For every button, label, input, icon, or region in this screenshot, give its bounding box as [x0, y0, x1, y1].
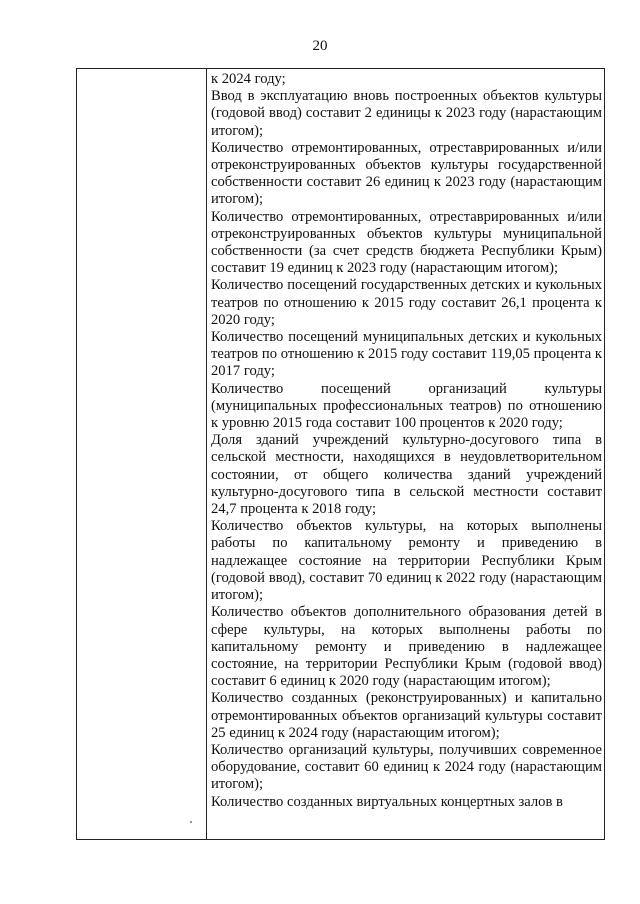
- indicator-text-8: Доля зданий учреждений культурно-досугового типа в сельской местности, находящихся в неудовлетворительном состоянии, от общего количества зданий учреждений культурно-досугового типа в сельской местности составит 24,7 процента к 2018 году;: [211, 432, 602, 518]
- indicator-text-4: Количество отремонтированных, отреставрированных и/или отреконструированных объектов культуры муниципальной собственности (за счет средств бюджета Республики Крым) составит 19 единиц к 2023 году (нарастающим итогом);: [211, 208, 602, 277]
- page-number: 20: [312, 38, 328, 54]
- indicator-text-13: Количество созданных виртуальных концертных залов в: [211, 793, 563, 810]
- scan-artifact-dot: [190, 821, 192, 823]
- indicator-text-7: Количество посещений организаций культуры (муниципальных профессиональных театров) по отношению к уровню 2015 года составит 100 процентов к 2020 году;: [211, 380, 602, 432]
- indicator-text-9: Количество объектов культуры, на которых выполнены работы по капитальному ремонту и приведению в надлежащее состояние на территории Республики Крым (годовой ввод), составит 70 единиц к 2022 году (нарастающим итогом);: [211, 518, 602, 604]
- table-right-column: [207, 69, 604, 839]
- indicator-text-3: Количество отремонтированных, отреставрированных и/или отреконструированных объектов культуры государственной собственности составит 26 единиц к 2023 году (нарастающим итогом);: [211, 139, 602, 208]
- indicator-text-1: к 2024 году;: [211, 71, 286, 87]
- indicator-text-6: Количество посещений муниципальных детских и кукольных театров по отношению к 2015 году составит 119,05 процента к 2017 году;: [211, 329, 602, 380]
- indicator-text-10: Количество объектов дополнительного образования детей в сфере культуры, на которых выполнены работы по капитальному ремонту и приведению в надлежащее состояние, на территории Республики Крым (годовой ввод) составит 6 единиц к 2020 году (нарастающим итогом);: [211, 604, 602, 690]
- indicator-text-2: Ввод в эксплуатацию вновь построенных объектов культуры (годовой ввод) составит 2 единицы к 2023 году (нарастающим итогом);: [211, 88, 602, 139]
- indicator-text-12: Количество организаций культуры, получивших современное оборудование, составит 60 единиц к 2024 году (нарастающим итогом);: [211, 741, 602, 793]
- indicator-text-5: Количество посещений государственных детских и кукольных театров по отношению к 2015 году составит 26,1 процента к 2020 году;: [211, 277, 602, 328]
- indicator-table: [76, 68, 605, 840]
- table-left-column: [77, 69, 207, 839]
- indicator-text-11: Количество созданных (реконструированных) и капитально отремонтированных объектов организаций культуры составит 25 единиц к 2024 году (нарастающим итогом);: [211, 690, 602, 741]
